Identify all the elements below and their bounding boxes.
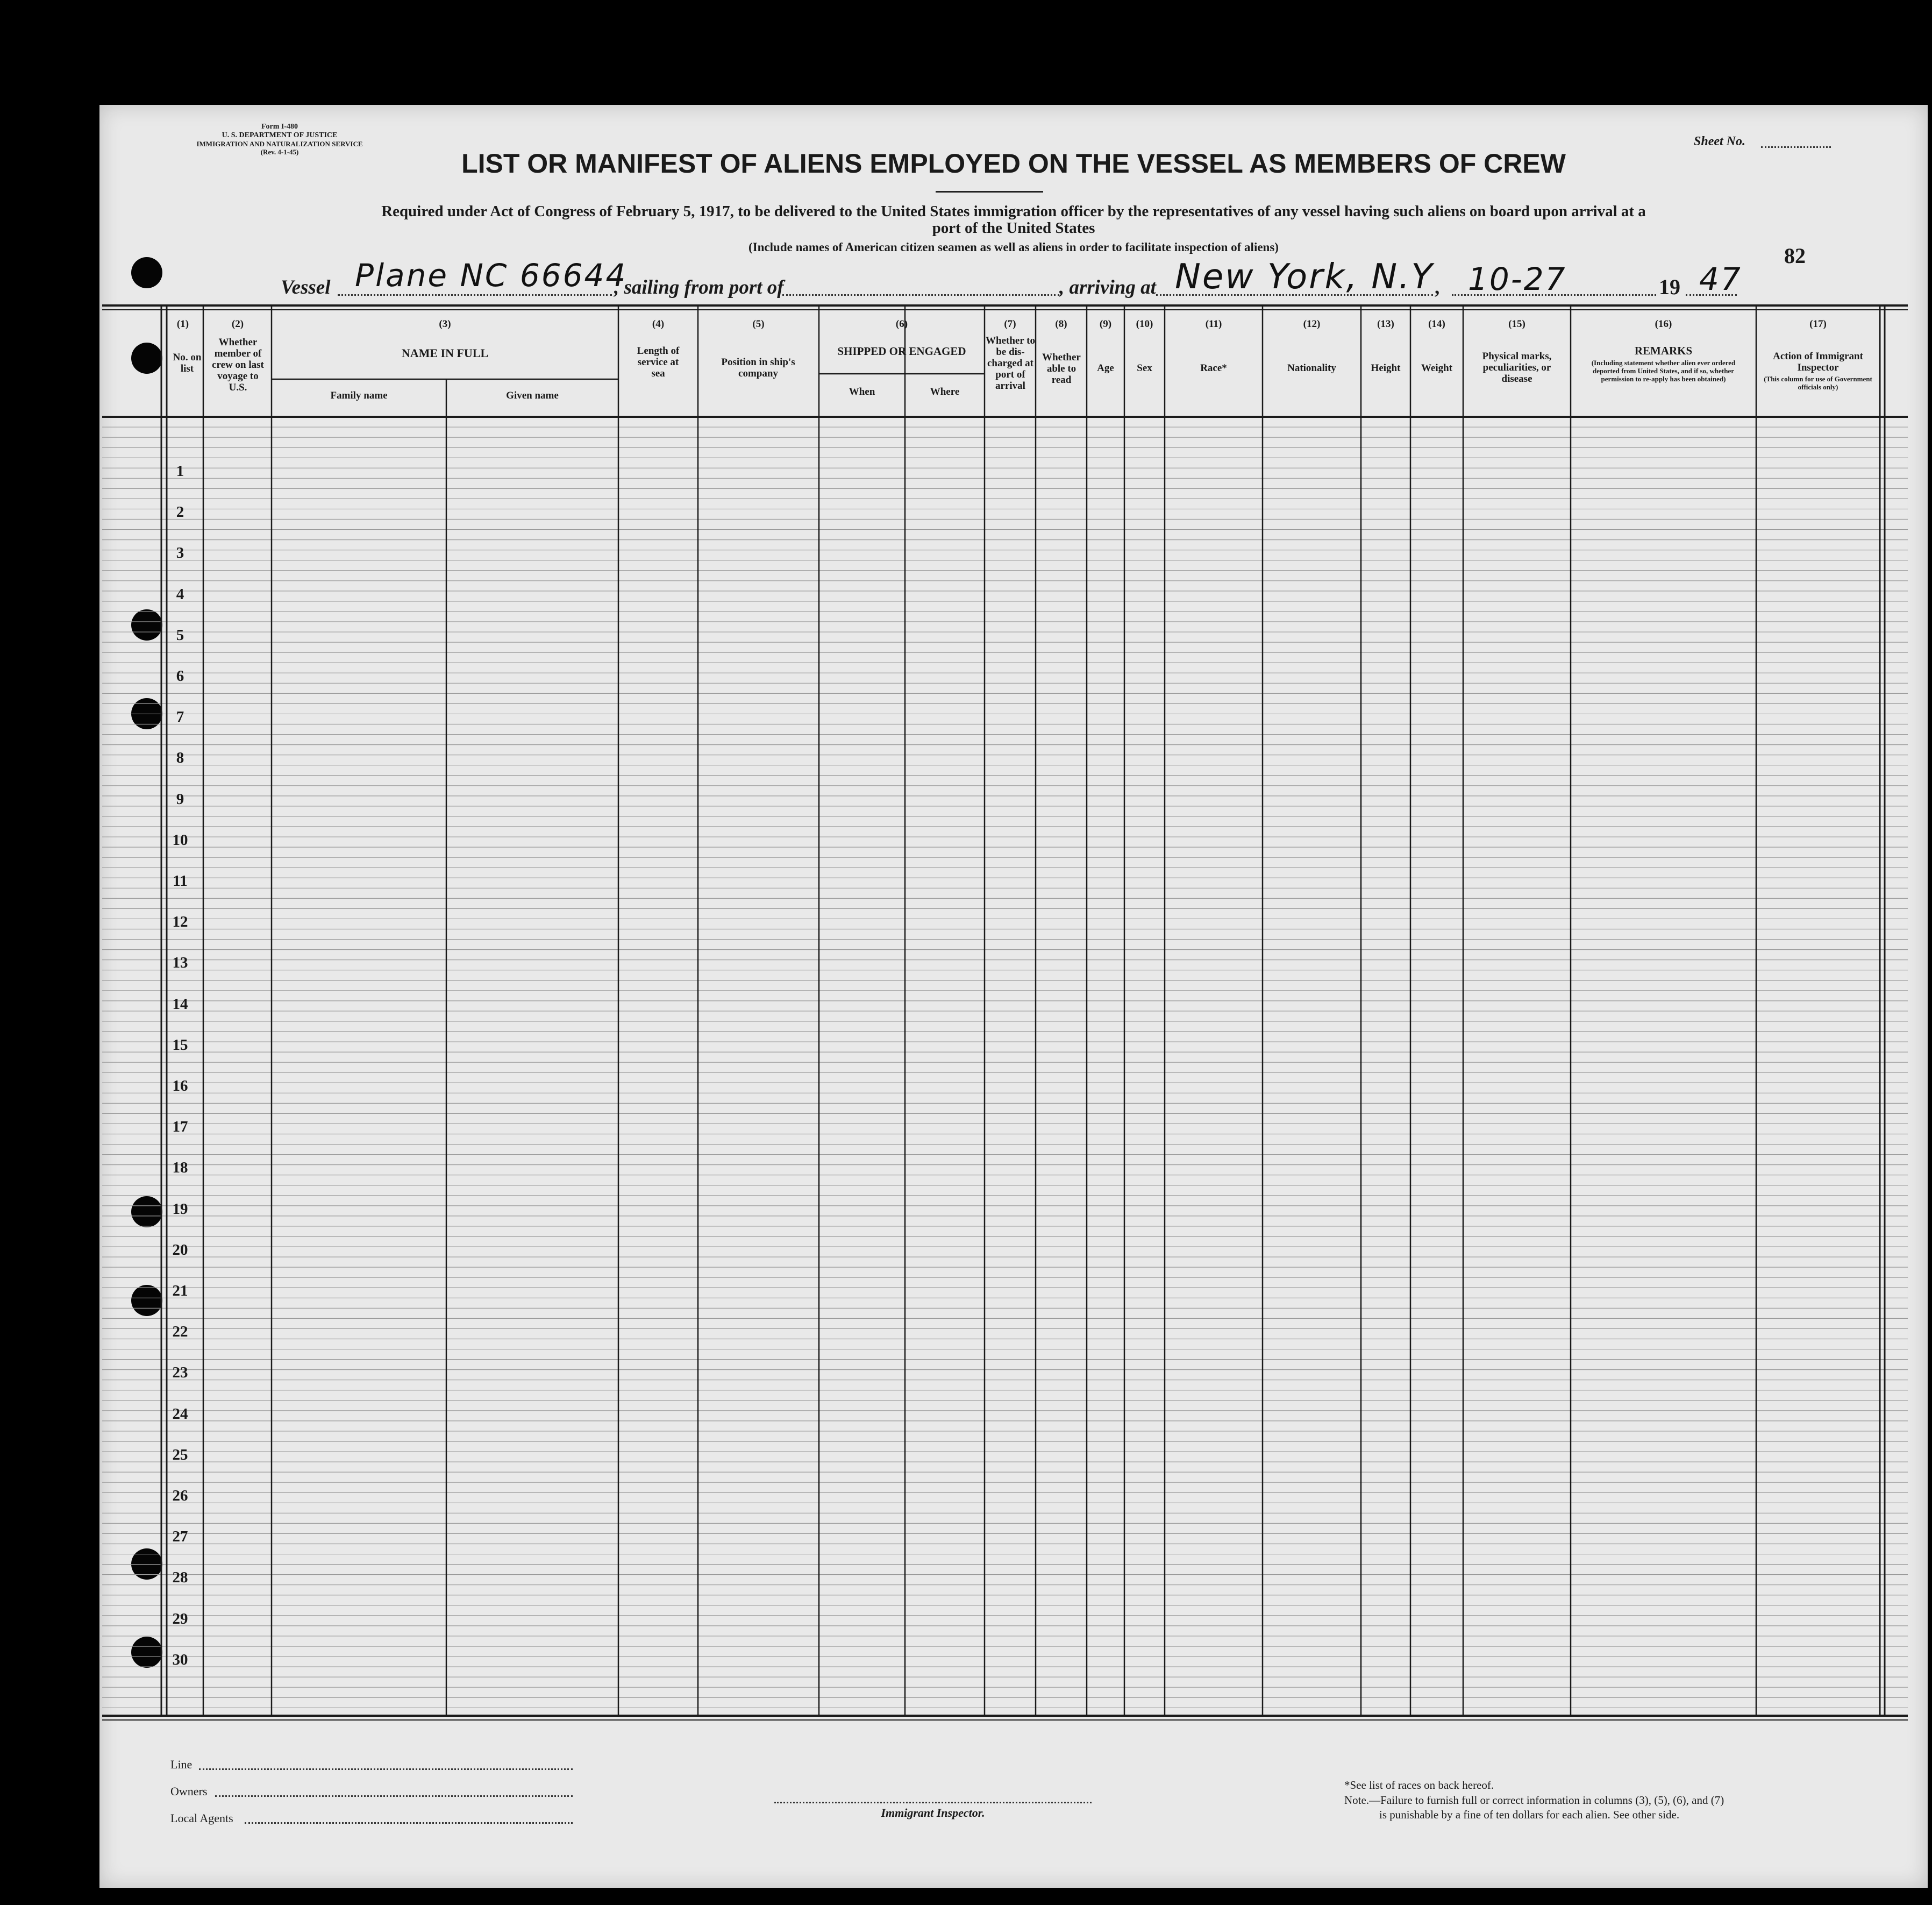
line-field[interactable] xyxy=(199,1768,573,1770)
sailing-port-field[interactable] xyxy=(782,294,1059,296)
col-10-label: Sex xyxy=(1137,362,1152,374)
row-number: 17 xyxy=(172,1118,188,1136)
revision-date: (Rev. 4-1-45) xyxy=(260,148,299,156)
title-rule xyxy=(936,191,1043,193)
row-number: 21 xyxy=(172,1282,188,1299)
year-prefix: 19 xyxy=(1659,275,1680,299)
col-13-label: Height xyxy=(1371,362,1401,374)
row-number: 9 xyxy=(176,790,184,808)
col-3-given-name: Given name xyxy=(506,390,559,401)
punch-hole xyxy=(131,1285,162,1316)
row-number: 10 xyxy=(172,831,188,849)
col-10-number: (10) xyxy=(1136,318,1153,330)
col-7-number: (7) xyxy=(1004,318,1016,330)
row-number: 25 xyxy=(172,1446,188,1463)
subtitle-line-3: (Include names of American citizen seamen as well as aliens in order to facilitate inspection of aliens) xyxy=(748,240,1279,254)
owners-label: Owners xyxy=(170,1785,208,1798)
col-6-number: (6) xyxy=(895,318,908,330)
col-15-label: Physical marks, peculiarities, or disease xyxy=(1482,351,1552,385)
punch-hole xyxy=(131,698,162,729)
col-5-number: (5) xyxy=(752,318,765,330)
col-2-label: Whether member of crew on last voyage to U.S. xyxy=(212,337,264,393)
row-number: 1 xyxy=(176,463,184,480)
comma-separator: , xyxy=(1435,276,1440,298)
row-number: 13 xyxy=(172,954,188,972)
col-16-note: (Including statement whether alien ever ordered deported from United States, and if so, whether permission to re-apply has been obtained) xyxy=(1591,359,1736,383)
sheet-number-label: Sheet No. xyxy=(1694,134,1745,148)
col-8-label: Whether able to read xyxy=(1042,352,1081,386)
col-6-label: SHIPPED OR ENGAGED xyxy=(837,345,966,358)
col-3-family-name: Family name xyxy=(330,390,388,401)
subtitle-line-1: Required under Act of Congress of February 5, 1917, to be delivered to the United States immigration officer by the representatives of any vessel having such aliens on board upon arrival at a xyxy=(381,203,1646,220)
form-number: Form I-480 xyxy=(261,123,298,131)
local-agents-field[interactable] xyxy=(245,1822,573,1824)
punch-hole xyxy=(131,343,162,374)
line-label: Line xyxy=(170,1758,193,1771)
vessel-label: Vessel xyxy=(281,276,331,298)
col-12-label: Nationality xyxy=(1287,362,1336,374)
col-6-when: When xyxy=(849,386,875,397)
row-number: 19 xyxy=(172,1200,188,1218)
row-number: 12 xyxy=(172,913,188,931)
col-3-number: (3) xyxy=(439,318,451,330)
form-title: LIST OR MANIFEST OF ALIENS EMPLOYED ON THE VESSEL AS MEMBERS OF CREW xyxy=(461,148,1566,179)
col-17-note: (This column for use of Government officials only) xyxy=(1764,375,1872,391)
subtitle-line-2: port of the United States xyxy=(932,219,1095,237)
inspector-label: Immigrant Inspector. xyxy=(881,1806,985,1819)
inspector-signature-line[interactable] xyxy=(774,1802,1092,1803)
arriving-port[interactable]: New York, N.Y xyxy=(1175,257,1434,297)
service-name: IMMIGRATION AND NATURALIZATION SERVICE xyxy=(196,140,363,148)
punch-hole xyxy=(131,257,162,288)
vessel-field-line xyxy=(338,294,612,296)
col-17-label: Action of Immigrant Inspector xyxy=(1773,351,1863,373)
row-number: 20 xyxy=(172,1241,188,1259)
col-16-label: REMARKS xyxy=(1634,344,1693,357)
col-9-number: (9) xyxy=(1099,318,1112,330)
row-number: 23 xyxy=(172,1364,188,1382)
row-number: 2 xyxy=(176,503,184,521)
col-13-number: (13) xyxy=(1377,318,1394,330)
row-number: 18 xyxy=(172,1159,188,1177)
col-16-number: (16) xyxy=(1655,318,1672,330)
col-11-label: Race* xyxy=(1200,362,1227,374)
col-14-number: (14) xyxy=(1428,318,1445,330)
date-field-line xyxy=(1452,294,1656,296)
row-number: 3 xyxy=(176,544,184,562)
row-number: 28 xyxy=(172,1569,188,1587)
row-number: 6 xyxy=(176,667,184,685)
row-number: 11 xyxy=(173,872,188,890)
row-number: 15 xyxy=(172,1036,188,1054)
col-1-number: (1) xyxy=(176,318,189,330)
col-5-label: Position in ship's company xyxy=(721,357,795,379)
punch-hole xyxy=(131,1196,162,1227)
col-11-number: (11) xyxy=(1205,318,1222,330)
col-1-label: No. on list xyxy=(173,352,202,374)
arrival-year[interactable]: 47 xyxy=(1699,261,1742,297)
row-number: 8 xyxy=(176,749,184,767)
punch-hole xyxy=(131,609,162,641)
row-number: 22 xyxy=(172,1323,188,1341)
col-7-label: Whether to be dis-charged at port of arrival xyxy=(986,335,1035,392)
fine-note-line-1: Note.—Failure to furnish full or correct information in columns (3), (5), (6), and (7) xyxy=(1344,1794,1724,1807)
row-number: 5 xyxy=(176,626,184,644)
row-number: 26 xyxy=(172,1487,188,1504)
col-14-label: Weight xyxy=(1421,362,1453,374)
owners-field[interactable] xyxy=(215,1795,573,1797)
row-number: 24 xyxy=(172,1405,188,1423)
row-number: 4 xyxy=(176,585,184,603)
col-4-number: (4) xyxy=(652,318,665,330)
year-field-line xyxy=(1686,294,1737,296)
fine-note-line-2: is punishable by a fine of ten dollars for each alien. See other side. xyxy=(1379,1808,1680,1821)
races-note: *See list of races on back hereof. xyxy=(1344,1779,1494,1792)
department-name: U. S. DEPARTMENT OF JUSTICE xyxy=(222,131,338,139)
row-number: 27 xyxy=(172,1528,188,1546)
col-9-label: Age xyxy=(1097,362,1114,374)
arrival-date[interactable]: 10-27 xyxy=(1468,261,1567,297)
row-number: 7 xyxy=(176,708,184,726)
sailing-label: , sailing from port of xyxy=(614,276,784,298)
col-12-number: (12) xyxy=(1303,318,1321,330)
local-agents-label: Local Agents xyxy=(170,1811,233,1825)
row-number: 29 xyxy=(172,1610,188,1627)
page-number: 82 xyxy=(1784,244,1806,268)
col-3-label: NAME IN FULL xyxy=(401,346,489,360)
col-15-number: (15) xyxy=(1508,318,1525,330)
row-number: 30 xyxy=(172,1651,188,1668)
col-6-where: Where xyxy=(930,386,960,397)
row-number: 16 xyxy=(172,1077,188,1094)
col-2-number: (2) xyxy=(231,318,244,330)
col-8-number: (8) xyxy=(1055,318,1067,330)
vessel-name[interactable]: Plane NC 66644 xyxy=(355,257,628,294)
col-17-number: (17) xyxy=(1809,318,1827,330)
col-4-label: Length of service at sea xyxy=(637,345,680,379)
arriving-label: , arriving at xyxy=(1059,276,1156,298)
punch-hole xyxy=(131,1637,162,1668)
arriving-field-line xyxy=(1156,294,1433,296)
punch-hole xyxy=(131,1548,162,1580)
row-number: 14 xyxy=(172,995,188,1013)
